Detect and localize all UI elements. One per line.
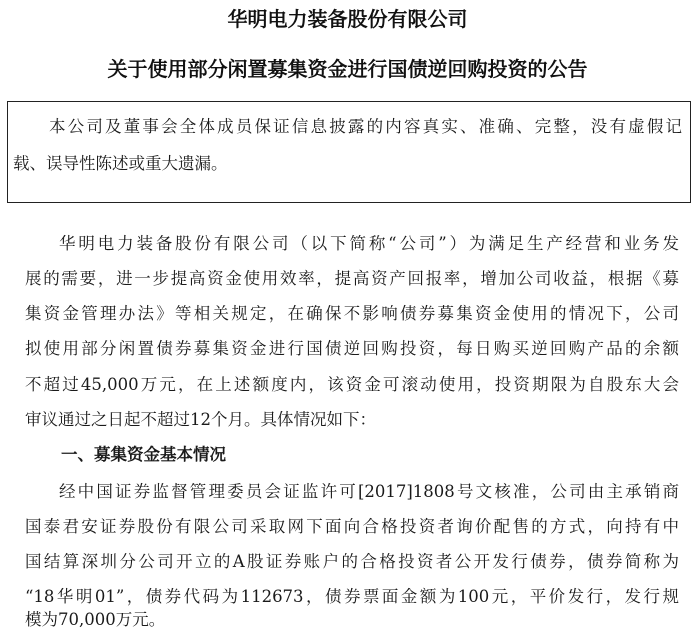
section-1-line-2: 国泰君安证券股份有限公司采取网下面向合格投资者询价配售的方式，向持有中 <box>25 517 679 536</box>
intro-line-4: 拟使用部分闲置债券募集资金进行国债逆回购投资，每日购买逆回购产品的余额 <box>25 339 679 358</box>
intro-line-1: 华明电力装备股份有限公司（以下简称“公司”）为满足生产经营和业务发 <box>59 234 679 253</box>
intro-line-3: 集资金管理办法》等相关规定，在确保不影响债券募集资金使用的情况下，公司 <box>25 304 679 323</box>
section-1-line-3: 国结算深圳分公司开立的A股证券账户的合格投资者公开发行债券，债券简称为 <box>25 552 679 571</box>
notice-line-2: 载、误导性陈述或重大遗漏。 <box>13 154 228 173</box>
section-1-line-1: 经中国证券监督管理委员会证监许可[2017]1808号文核准，公司由主承销商 <box>59 482 679 501</box>
intro-line-6: 审议通过之日起不超过12个月。具体情况如下： <box>25 410 376 429</box>
intro-line-2: 展的需要，进一步提高资金使用效率，提高资产回报率，增加公司收益，根据《募 <box>25 269 679 288</box>
announcement-title: 关于使用部分闲置募集资金进行国债逆回购投资的公告 <box>107 57 588 81</box>
section-1-heading: 一、募集资金基本情况 <box>61 445 226 464</box>
section-1-line-4: “18华明01”，债券代码为112673，债券票面金额为100元，平价发行，发行规 <box>25 587 679 606</box>
intro-line-5: 不超过45,000万元，在上述额度内，该资金可滚动使用，投资期限为自股东大会 <box>25 375 679 394</box>
notice-line-1: 本公司及董事会全体成员保证信息披露的内容真实、准确、完整，没有虚假记 <box>49 117 682 136</box>
section-1-line-5: 模为70,000万元。 <box>25 610 166 629</box>
company-name-title: 华明电力装备股份有限公司 <box>227 7 468 31</box>
